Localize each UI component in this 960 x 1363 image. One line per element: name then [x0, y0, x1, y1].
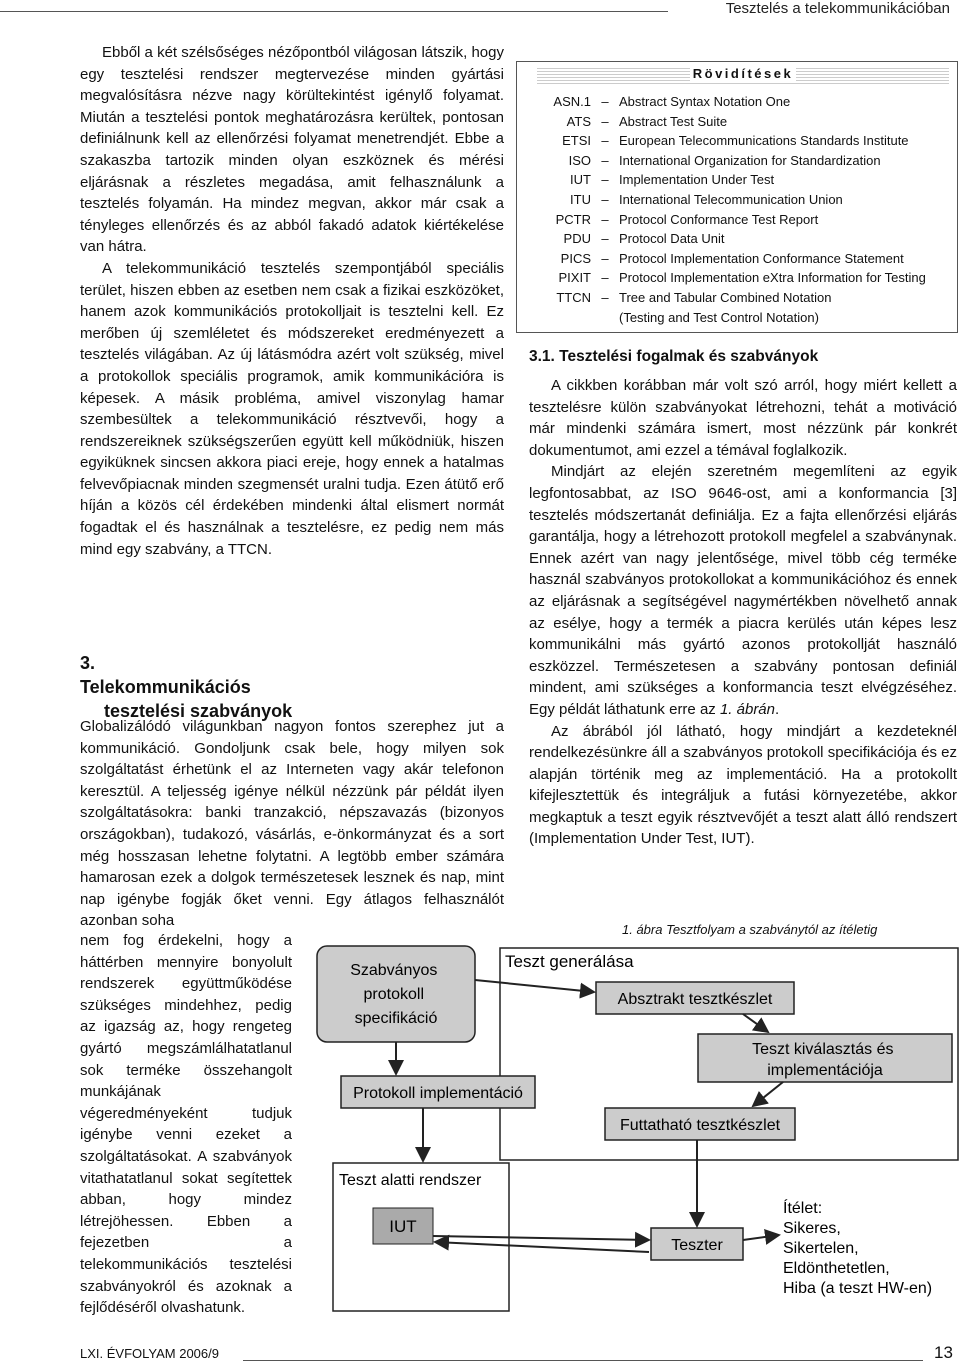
running-header-title: Tesztelés a telekommunikációban	[725, 0, 950, 17]
test-generation-label: Teszt generálása	[505, 952, 634, 971]
verdict-pass: Sikeres,	[783, 1220, 841, 1237]
svg-text:Szabványos protokoll s	[350, 962, 442, 1027]
abbreviation-row	[523, 268, 955, 288]
paragraph: Ebből a két szélsőséges nézőpontból világosan látszik, hogy egy tesztelési rendszer megtervezése minden gyártási megvalósításra nézve nagy körültekintést igénylő folyamat. Miután a tesztelési pontok meghatározásra kerültek, pontosan definiálnunk kell az ellenőrzési folyamat menetrendjét. Ebbe a szakaszba tartozik minden olyan eszköznek és mérési eljárásnak a részletes megadása, amit felhasználunk a tesztelés folyamán. Ha mindez megvan, akkor már csak a tényleges ellenőrzés és az abból fakadó adatok kiértékelése van hátra.	[80, 44, 504, 256]
spec-line1: Szabványos	[350, 962, 438, 979]
spec-line3: specifikáció	[354, 1010, 438, 1027]
section-title-line1: Telekommunikációs	[80, 677, 251, 697]
sut-label: Teszt alatti rendszer	[339, 1172, 482, 1189]
spec-line2: protokoll	[363, 986, 425, 1003]
abbreviation-row	[523, 229, 955, 249]
abbreviation-description: Abstract Syntax Notation One	[619, 94, 791, 109]
verdict-title: Ítélet:	[783, 1200, 823, 1217]
paragraph: Az ábrából jól látható, hogy mindjárt a kezdeteknél rendelkezésünkre áll a szabványos protokoll specifikációja és ez alapján történik meg az implementáció. Ha a protokollt kifejlesztettük és integráljuk a futási környezetébe, akkor megkaptuk a teszt egyik résztvevőjét a teszt alatt álló rendszert (Implementation Under Test, IUT).	[529, 722, 957, 848]
svg-text:Ítélet: Sikeres, Siker	[783, 1198, 932, 1297]
section-title-line2: tesztelési szabványok	[104, 701, 293, 721]
abbreviation-description: Protocol Conformance Test Report	[619, 211, 819, 227]
verdict-inconclusive: Eldönthetetlen,	[783, 1260, 890, 1277]
abbreviation-dash: –	[601, 270, 609, 286]
abbreviation-code: PIXIT	[558, 270, 591, 286]
abbreviation-code: ATS	[566, 113, 591, 129]
abbreviation-dash: –	[601, 133, 609, 149]
abbreviations-list	[523, 92, 955, 327]
abbreviation-row	[523, 249, 955, 269]
section-3-text-narrow	[80, 930, 292, 1319]
abbreviation-dash: –	[601, 211, 609, 227]
abbreviation-code: ASN.1	[553, 94, 591, 109]
paragraph: A cikkben korábban már volt szó arról, hogy miért kellett a tesztelésre külön szabványokat létrehozni, tehát a motiváció már mindenki számára ismert, most nézzünk pár konkrét dokumentumot, ami ezzel a témával foglalkozik.	[529, 377, 957, 459]
impl-label: Protokoll implementáció	[353, 1085, 523, 1102]
abbreviations-box	[516, 61, 958, 333]
test-flow-figure	[313, 940, 960, 1315]
abbreviation-description: International Organization for Standardization	[619, 152, 881, 168]
abbreviation-row	[523, 131, 955, 151]
abbreviation-code	[523, 308, 591, 328]
abbreviation-description: Protocol Data Unit	[619, 231, 725, 247]
ats-label: Absztrakt tesztkészlet	[617, 991, 773, 1008]
abbreviation-row	[523, 170, 955, 190]
abbreviation-code: ITU	[570, 191, 591, 207]
figure-reference: 1. ábrán	[719, 700, 775, 718]
abbreviation-dash: –	[601, 250, 609, 266]
paragraph: A telekommunikáció tesztelés szempontjából speciális terület, hiszen ebben az esetben nem csak a fizikai eszközöket, hanem azok kommunikációs protokolljait is tesztelni kell. Ez merőben új szemléletet és módszereket eredményezett a tesztelés világában. Az új látásmódra azért volt szükség, mivel a protokollok speciális programok, amik kommunikációra is képesek. A másik probléma, amivel viszonylag hamar szembesültek a telekommunikáció résztvevői, hogy a rendszereiknek szükségszerűen együtt kell működniük, hiszen egyiküknek sincsen akkora piaci ereje, hogy ennek a hatalmas felvevőpiacnak minden szegmensét uralni tudja. Ezen átütő erő híján a közös cél érdekében mindenki által elismert normát fogadtak el és használnak a tesztelésre, ez pedig nem más mind egy szabvány, a TTCN.	[80, 259, 504, 558]
abbreviation-row	[523, 190, 955, 210]
abbreviation-code: ETSI	[562, 133, 591, 149]
section-number: 3.	[80, 653, 96, 673]
verdict-fail: Sikertelen,	[783, 1240, 859, 1257]
section-3-text	[80, 716, 504, 932]
abbreviation-row	[523, 151, 955, 171]
header-rule	[0, 11, 668, 12]
abbreviation-description: Implementation Under Test	[619, 172, 775, 188]
abbreviation-description: Protocol Implementation Conformance Statement	[619, 250, 904, 266]
section-3-heading	[80, 651, 292, 723]
abbreviation-code: TTCN	[556, 289, 591, 305]
abbreviation-dash: –	[601, 94, 609, 109]
paragraph: Globalizálódó világunkban nagyon fontos szerephez jut a kommunikáció. Gondoljunk csak bele, hogy milyen sok szolgáltatást érhetünk el az Interneten vagy akár telefonon keresztül. A teljesség igénye nélkül nézzünk pár példát ilyen szolgáltatásokra: banki tranzakció, népszavazás (bizonyos országokban), tudakozó, vásárlás, e-önkormányzat és a sort még hosszasan lehetne folytatni. A legtöbb ember számára hamarosan ezek a dolgok természetesek lesznek és nap, mint nap igénybe fogják őket venni. Egy átlagos felhasználót azonban soha	[80, 718, 504, 930]
abbreviation-code: PICS	[560, 250, 591, 266]
abbreviations-title: Rövidítések	[537, 66, 949, 86]
abbreviation-dash: –	[601, 113, 609, 129]
abbreviation-description: Abstract Test Suite	[619, 113, 728, 129]
abbreviation-dash: –	[601, 152, 609, 168]
figure-caption: 1. ábra Tesztfolyam a szabványtól az ítéletig	[622, 922, 878, 937]
abbreviation-dash: –	[601, 289, 609, 305]
selection-line1: Teszt kiválasztás és	[752, 1041, 894, 1058]
abbreviation-code: ISO	[568, 152, 591, 168]
abbreviation-row	[523, 210, 955, 230]
footer-rule	[243, 1360, 923, 1361]
tester-label: Teszter	[671, 1237, 723, 1254]
abbreviation-description: (Testing and Test Control Notation)	[619, 309, 819, 325]
exec-label: Futtatható tesztkészlet	[619, 1117, 781, 1134]
iut-label: IUT	[389, 1217, 417, 1236]
abbreviation-dash	[591, 308, 619, 328]
abbreviation-description: International Telecommunication Union	[619, 191, 843, 207]
abbreviation-dash: –	[601, 231, 609, 247]
abbreviation-dash: –	[601, 172, 609, 188]
section-3-1-heading: 3.1. Tesztelési fogalmak és szabványok	[529, 348, 819, 365]
abbreviation-description: Tree and Tabular Combined Notation	[619, 289, 832, 305]
paragraph: Mindjárt az elején szeretném megemlíteni az egyik legfontosabbat, az ISO 9646-ost, ami a konformancia [3] tesztelés módszertanát definiálja. Ez a fajta ellenőrzési eljárás garantálja, hogy a létrehozott protokoll megfelel a szabványnak. Ennek azért van nagy jelentősége, mivel több cég terméke használ szabványos protokollokat a kommunikációhoz és ennek az eljárásnak a segítségével nagymértékben növelhető annak az esélye, hogy a termék a piacra kerülés után képes lesz kommunikálni más gyártó azonos protokollját használó eszközzel. Természetesen a szabvány pontosan definiál mindent, ami szükséges a konformancia teszt elvégzéséhez. Egy példát láthatunk erre az 1. ábrán.	[529, 463, 957, 718]
abbreviation-description: Protocol Implementation eXtra Information for Testing	[619, 270, 926, 286]
abbreviation-dash: –	[601, 191, 609, 207]
abbreviation-code: IUT	[570, 172, 591, 188]
abbreviation-row	[523, 112, 955, 132]
left-column-intro	[80, 42, 504, 560]
arrow-tester-to-verdict	[743, 1235, 779, 1240]
abbreviation-code: PDU	[563, 231, 591, 247]
footer-volume: LXI. ÉVFOLYAM 2006/9	[80, 1346, 219, 1361]
selection-line2: implementációja	[767, 1062, 883, 1079]
abbreviation-row	[523, 288, 955, 308]
abbreviation-row	[523, 92, 955, 112]
verdict-error: Hiba (a teszt HW-en)	[783, 1280, 933, 1297]
paragraph: nem fog érdekelni, hogy a háttérben mennyire bonyolult rendszerek együttműködése szükséges mindehhez, pedig az igazság az, hogy rengeteg gyártó megszámlálhatatlanul sok terméke összehangolt munkájának végeredményeként tudjuk igénybe venni ezeket a szolgáltatásokat. A szabványok vitathatatlanul sokat segítettek abban, hogy mindez létrejöhessen. Ebben a fejezetben a telekommunikációs tesztelési szabványokról és azoknak a fejlődéséről olvashatunk.	[80, 932, 292, 1317]
page-number: 13	[934, 1343, 953, 1362]
abbreviation-row	[523, 308, 955, 328]
right-column-text	[529, 375, 957, 850]
abbreviation-description: European Telecommunications Standards Institute	[619, 133, 909, 149]
abbreviation-code: PCTR	[555, 211, 591, 227]
